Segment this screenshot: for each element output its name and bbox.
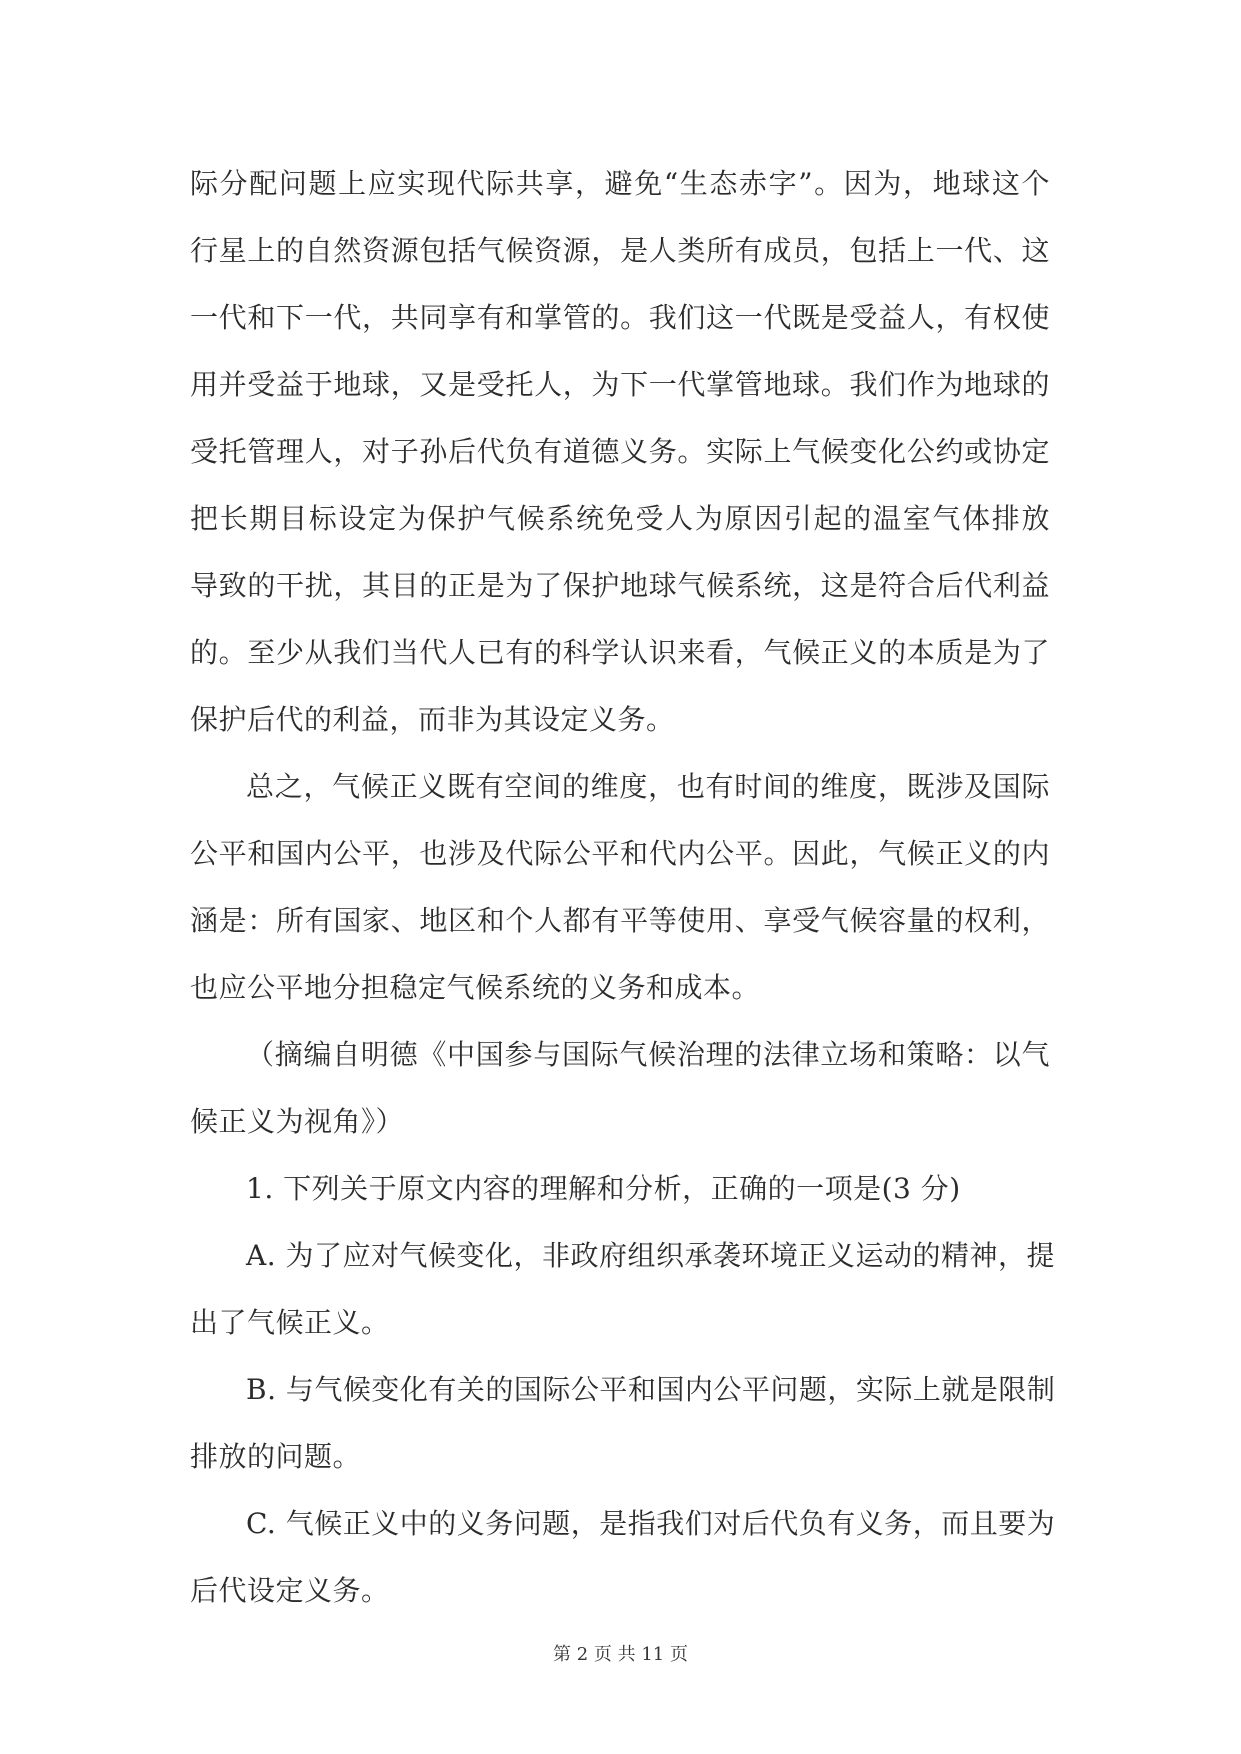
text-line: 用并受益于地球，又是受托人，为下一代掌管地球。我们作为地球的: [190, 368, 1050, 401]
paragraph: [190, 753, 1050, 1021]
text-line: C. 气候正义中的义务问题，是指我们对后代负有义务，而且要为: [246, 1507, 1056, 1540]
document-body: [190, 150, 1056, 1624]
text-line: 排放的问题。: [190, 1440, 362, 1473]
text-line: 一代和下一代，共同享有和掌管的。我们这一代既是受益人，有权使: [190, 301, 1050, 334]
text-line: 候正义为视角》）: [190, 1105, 405, 1138]
text-line: 后代设定义务。: [190, 1574, 390, 1607]
text-line: 的。至少从我们当代人已有的科学认识来看，气候正义的本质是为了: [190, 636, 1050, 669]
text-line: 受托管理人，对子孙后代负有道德义务。实际上气候变化公约或协定: [190, 435, 1050, 468]
text-line: 行星上的自然资源包括气候资源，是人类所有成员，包括上一代、这: [190, 234, 1050, 267]
paragraph: [190, 150, 1050, 753]
paragraph: [190, 1222, 1056, 1356]
text-line: B. 与气候变化有关的国际公平和国内公平问题，实际上就是限制: [246, 1373, 1056, 1406]
paragraph: [190, 1490, 1056, 1624]
text-line: （摘编自明德《中国参与国际气候治理的法律立场和策略：以气: [246, 1038, 1050, 1071]
text-line: 出了气候正义。: [190, 1306, 390, 1339]
paragraph: [190, 1155, 1050, 1222]
paragraph: [190, 1021, 1050, 1155]
text-line: 把长期目标设定为保护气候系统免受人为原因引起的温室气体排放: [190, 502, 1050, 535]
text-line: 总之，气候正义既有空间的维度，也有时间的维度，既涉及国际: [246, 770, 1050, 803]
text-line: 1. 下列关于原文内容的理解和分析，正确的一项是(3 分): [246, 1172, 961, 1205]
text-line: 也应公平地分担稳定气候系统的义务和成本。: [190, 971, 761, 1004]
text-line: 际分配问题上应实现代际共享，避免“生态赤字”。因为，地球这个: [190, 167, 1050, 200]
text-line: 保护后代的利益，而非为其设定义务。: [190, 703, 675, 736]
text-line: A. 为了应对气候变化，非政府组织承袭环境正义运动的精神，提: [246, 1239, 1056, 1272]
page-footer: 第 2 页 共 11 页: [553, 1644, 688, 1665]
paragraph: [190, 1356, 1056, 1490]
text-line: 公平和国内公平，也涉及代际公平和代内公平。因此，气候正义的内: [190, 837, 1050, 870]
text-line: 涵是：所有国家、地区和个人都有平等使用、享受气候容量的权利，: [190, 904, 1050, 937]
text-line: 导致的干扰，其目的正是为了保护地球气候系统，这是符合后代利益: [190, 569, 1050, 602]
